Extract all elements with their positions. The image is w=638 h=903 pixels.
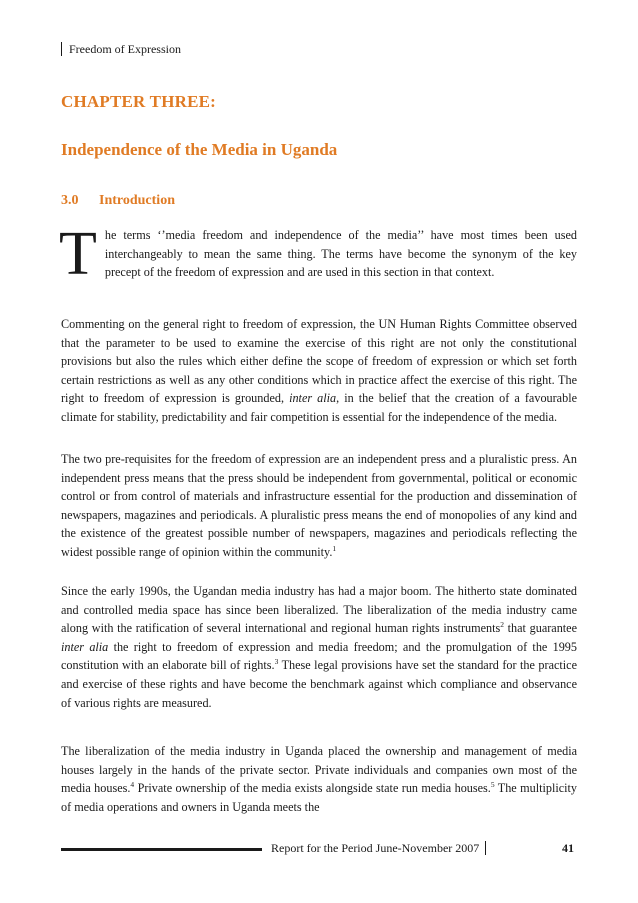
footnote-ref: 2 <box>500 620 504 630</box>
paragraph-text: that guarantee <box>503 621 577 636</box>
paragraph-text: The liberalization of the media industry in Uganda placed the ownership and management of media houses largely in the hands of the private sector. Private individuals and companies own most of the media houses. <box>61 744 577 796</box>
italic-phrase: inter alia <box>289 391 337 406</box>
paragraph-text: Private ownership of the media exists alongside state run media houses. <box>134 781 491 796</box>
italic-phrase: inter alia <box>61 639 109 654</box>
section-heading <box>61 193 175 209</box>
footer-report-period: Report for the Period June-November 2007 <box>271 841 486 855</box>
chapter-subtitle: Independence of the Media in Uganda <box>61 140 338 159</box>
drop-cap: T <box>59 220 97 288</box>
running-head: Freedom of Expression <box>61 42 181 56</box>
paragraph-text: Since the early 1990s, the Ugandan media industry has had a major boom. The hitherto state dominated and controlled media space has since been liberalized. The liberalization of the media industry came along with the ratification of several international and regional human rights instruments <box>61 584 577 636</box>
intro-paragraph <box>59 220 577 288</box>
paragraph-liberalization <box>61 582 577 712</box>
footnote-ref: 3 <box>274 657 279 667</box>
footer-rule <box>61 848 262 851</box>
footnote-ref: 4 <box>130 780 135 790</box>
chapter-title: CHAPTER THREE: <box>61 92 217 111</box>
footnote-ref: 1 <box>332 543 337 553</box>
paragraph-text: Commenting on the general right to freedom of expression, the UN Human Rights Committee observed that the parameter to be used to examine the exercise of this right are not only the constitutional provisions but also the rules which either define the scope of freedom of expression or which set forth certain restrictions as well as any other conditions which in practice affect the exercise of this right. The right to freedom of expression is grounded, <box>61 317 577 406</box>
section-number: 3.0 <box>61 193 79 208</box>
paragraph-text: the right to freedom of expression and media freedom; and the promulgation of the 1995 constitution with an elaborate bill of rights. <box>61 639 577 673</box>
intro-paragraph-text: he terms ‘’media freedom and independence of the media’’ have most times been used interchangeably to mean the same thing. The terms have become the synonym of the key precept of the freedom of expression and are used in this section in that context. <box>104 228 577 280</box>
section-title: Introduction <box>99 193 175 208</box>
page-number: 41 <box>562 841 574 855</box>
footnote-ref: 5 <box>490 780 495 790</box>
paragraph-text: , in the belief that the creation of a favourable climate for stability, predictability and fair competition is essential for the independence of the media. <box>61 391 577 424</box>
paragraph-text: The multiplicity of media operations and owners in Uganda meets the <box>61 781 577 814</box>
paragraph-prerequisites <box>61 450 577 562</box>
paragraph-un-committee <box>61 315 577 427</box>
paragraph-text: The two pre-requisites for the freedom of expression are an independent press and a pluralistic press. An independent press means that the press should be independent from governmental, political or economic control or from control of materials and infrastructure essential for the production and dissemination of newspapers, magazines and periodicals. A pluralistic press means the end of monopolies of any kind and the existence of the greatest possible number of newspapers, magazines and periodicals reflecting the widest possible range of opinion within the community. <box>61 452 577 559</box>
paragraph-text: These legal provisions have set the standard for the practice and exercise of these rights and have become the benchmark against which compliance and observance of various rights are measured. <box>61 658 577 710</box>
paragraph-ownership <box>61 742 577 816</box>
